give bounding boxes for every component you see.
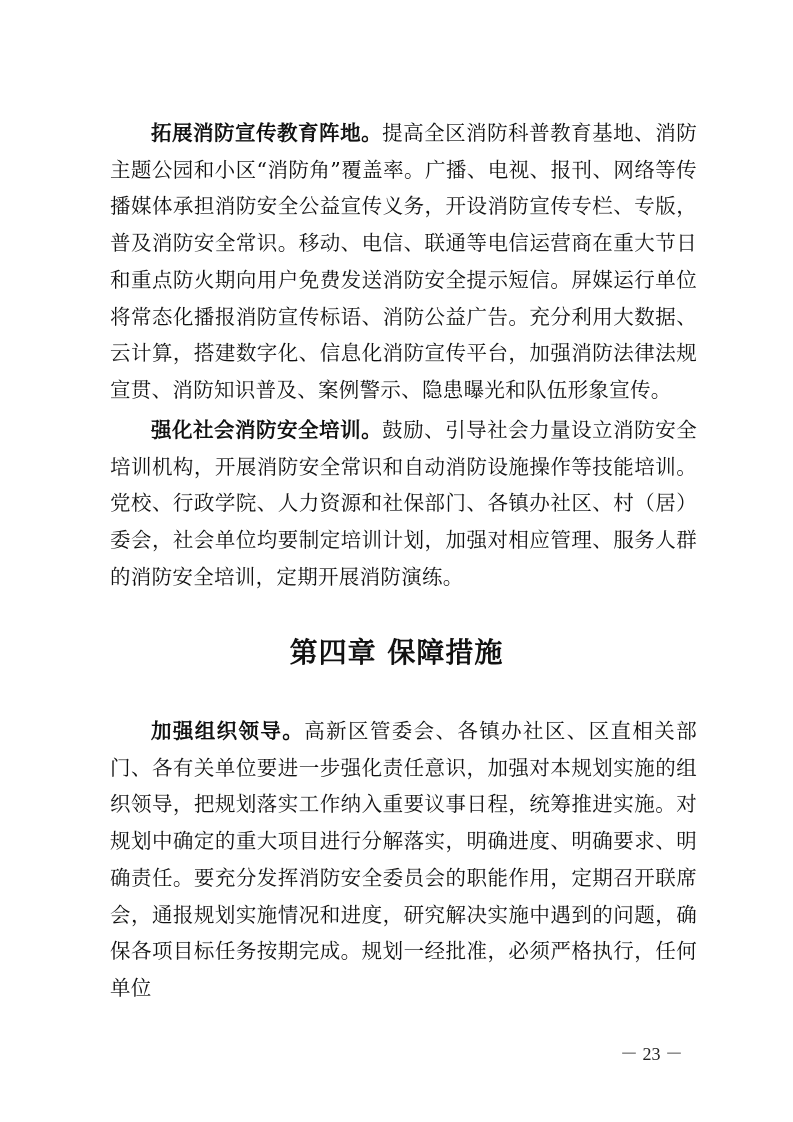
page-number: － 23 － bbox=[620, 1044, 683, 1064]
paragraph-body-text: 提高全区消防科普教育基地、消防主题公园和小区“消防角”覆盖率。广播、电视、报刊、网络等传播媒体承担消防安全公益宣传义务，开设消防宣传专栏、专版，普及消防安全常识。移动、电信、联通等电信运营商在重大节日和重点防火期向用户免费发送消防安全提示短信。屏媒运行单位将常态化播报消防宣传标语、消防公益广告。充分利用大数据、云计算，搭建数字化、信息化消防宣传平台，加强消防法律法规宣贯、消防知识普及、案例警示、隐患曝光和队伍形象宣传。 bbox=[110, 121, 697, 402]
paragraph-publicity-positions bbox=[110, 115, 697, 409]
paragraph-organizational-leadership bbox=[110, 713, 697, 1007]
chapter-title: 第四章 保障措施 bbox=[289, 636, 504, 669]
paragraph-lead-heading: 加强组织领导。 bbox=[151, 719, 305, 743]
paragraph-lead-heading: 拓展消防宣传教育阵地。 bbox=[151, 121, 383, 145]
paragraph-safety-training bbox=[110, 412, 697, 596]
paragraph-body-text: 高新区管委会、各镇办社区、区直相关部门、各有关单位要进一步强化责任意识，加强对本规划实施的组织领导，把规划落实工作纳入重要议事日程，统筹推进实施。对规划中确定的重大项目进行分解落实，明确进度、明确要求、明确责任。要充分发挥消防安全委员会的职能作用，定期召开联席会，通报规划实施情况和进度，研究解决实施中遇到的问题，确保各项目标任务按期完成。规划一经批准，必须严格执行，任何单位 bbox=[110, 719, 697, 1000]
paragraph-lead-heading: 强化社会消防安全培训。 bbox=[151, 418, 383, 442]
paragraph-body-text: 鼓励、引导社会力量设立消防安全培训机构，开展消防安全常识和自动消防设施操作等技能培训。党校、行政学院、人力资源和社保部门、各镇办社区、村（居）委会，社会单位均要制定培训计划，加强对相应管理、服务人群的消防安全培训，定期开展消防演练。 bbox=[110, 418, 697, 589]
